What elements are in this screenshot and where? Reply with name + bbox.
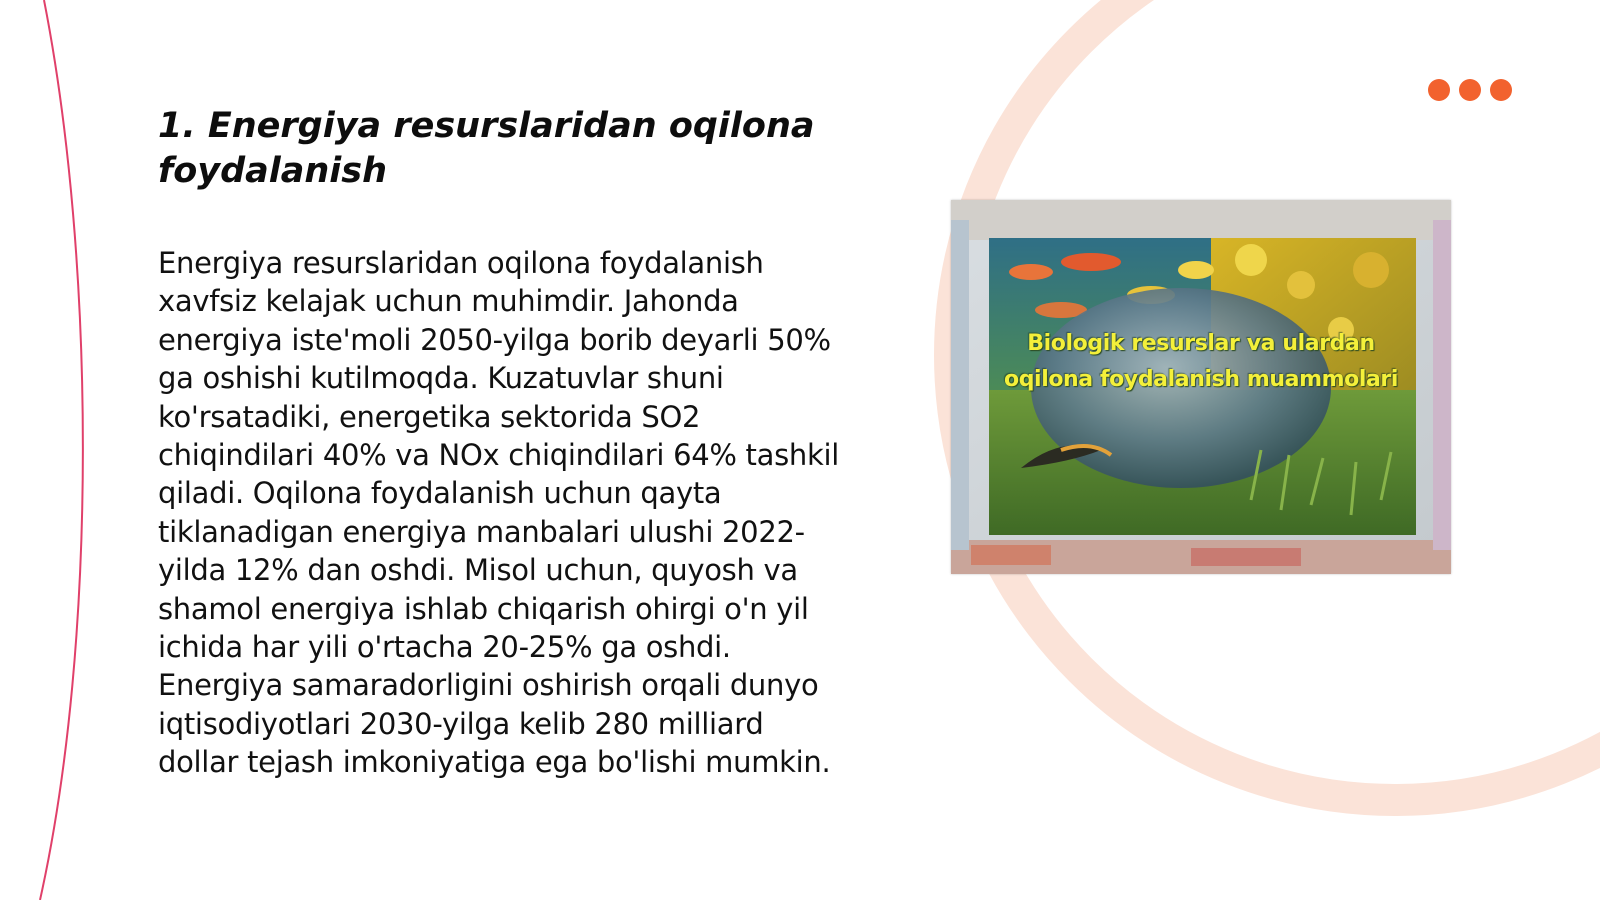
picture-caption-line-2: oqilona foydalanish muammolari bbox=[1003, 367, 1399, 392]
picture-caption-line-1: Biologik resurslar va ulardan bbox=[1027, 331, 1375, 356]
left-accent-curve bbox=[40, 0, 83, 900]
dot-2 bbox=[1459, 79, 1481, 101]
dot-1 bbox=[1428, 79, 1450, 101]
picture-caption bbox=[981, 326, 1421, 398]
slide-picture bbox=[951, 200, 1451, 574]
slide-body-text: Energiya resurslaridan oqilona foydalanish xavfsiz kelajak uchun muhimdir. Jahonda energiya iste'moli 2050-yilga borib deyarli 50% ga oshishi kutilmoqda. Kuzatuvlar shuni ko'rsatadiki, energetika sektorida SO2 chiqindilari 40% va NOx chiqindilari 64% tashkil qiladi. Oqilona foydalanish uchun qayta tiklanadigan energiya manbalari ulushi 2022-yilda 12% dan oshdi. Misol uchun, quyosh va shamol energiya ishlab chiqarish ohirgi o'n yil ichida har yili o'rtacha 20-25% ga oshdi. Energiya samaradorligini oshirish orqali dunyo iqtisodiyotlari 2030-yilga kelib 280 milliard dollar tejash imkoniyatiga ega bo'lishi mumkin. bbox=[158, 246, 839, 780]
three-dots-icon bbox=[1428, 79, 1512, 101]
dot-3 bbox=[1490, 79, 1512, 101]
slide-title: 1. Energiya resurslaridan oqilona foydalanish bbox=[158, 106, 815, 191]
